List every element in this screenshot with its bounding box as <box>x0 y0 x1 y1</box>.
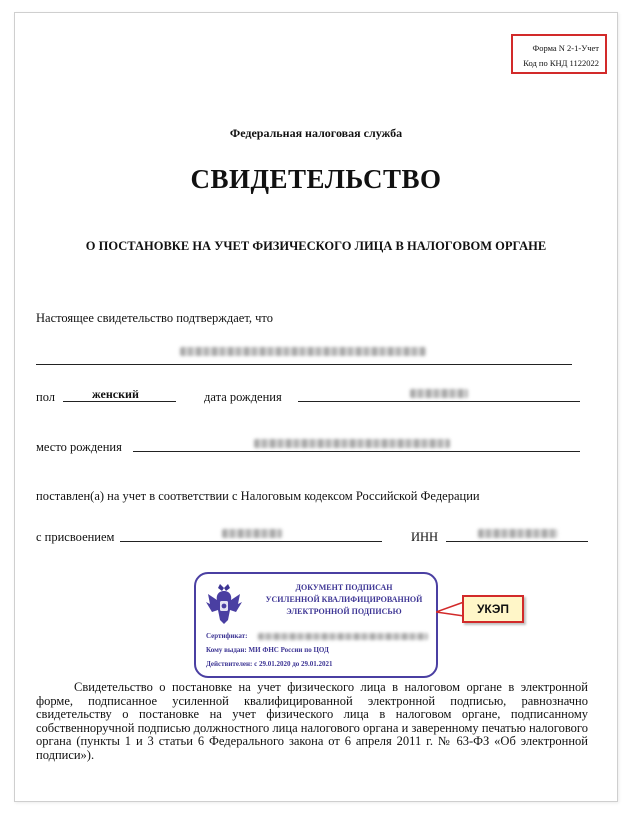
birth-place-label: место рождения <box>36 440 122 454</box>
document-subtitle: О ПОСТАНОВКЕ НА УЧЕТ ФИЗИЧЕСКОГО ЛИЦА В НАЛОГОВОМ ОРГАНЕ <box>85 239 547 253</box>
footer-paragraph <box>36 681 588 762</box>
inn-label: ИНН <box>411 530 439 544</box>
full-name-redacted <box>180 347 426 356</box>
assigned-label: с присвоением <box>36 530 115 544</box>
birth-date-label: дата рождения <box>204 390 282 404</box>
stamp-line-2: УСИЛЕННОЙ КВАЛИФИЦИРОВАННОЙ <box>265 595 423 604</box>
knd-code: Код по КНД 1122022 <box>523 58 599 68</box>
stamp-line-1: ДОКУМЕНТ ПОДПИСАН <box>295 583 393 592</box>
registration-date-redacted <box>222 529 282 538</box>
signature-stamp <box>194 572 438 678</box>
stamp-line-3: ЭЛЕКТРОННОЙ ПОДПИСЬЮ <box>286 607 402 616</box>
certificate-label: Сертификат: <box>206 632 248 640</box>
assigned-line <box>120 541 382 542</box>
birth-place-redacted <box>254 439 450 448</box>
full-name-line <box>36 364 572 365</box>
document-title: СВИДЕТЕЛЬСТВО <box>190 164 442 194</box>
intro-text: Настоящее свидетельство подтверждает, что <box>36 311 273 325</box>
registered-text: поставлен(а) на учет в соответствии с Налоговым кодексом Российской Федерации <box>36 489 480 503</box>
gender-line <box>63 401 176 402</box>
birth-date-redacted <box>410 389 468 398</box>
inn-line <box>446 541 588 542</box>
russian-eagle-emblem-icon <box>204 582 244 626</box>
birth-date-line <box>298 401 580 402</box>
form-code-box <box>511 34 607 74</box>
ukep-callout: УКЭП <box>462 595 524 623</box>
agency-name: Федеральная налоговая служба <box>229 126 403 140</box>
inn-redacted <box>478 529 558 538</box>
gender-value: женский <box>92 387 139 401</box>
certificate-number-redacted <box>258 633 428 640</box>
birth-place-line <box>133 451 580 452</box>
footer-paragraph-text: Свидетельство о постановке на учет физического лица в налоговом органе в электронной форме, подписанное усиленной квалифицированной электронной подписью, равнозначно свидетельству о постановке на учет физического лица в налоговом органе, подписанному собственноручной подписью должностного лица налогового органа и заверенному печатью налогового органа (пункты 1 и 3 статьи 6 Федерального закона от 6 апреля 2011 г. № 63-ФЗ «Об электронной подписи»). <box>36 680 588 762</box>
form-number: Форма N 2-1-Учет <box>532 43 599 53</box>
issued-to: Кому выдан: МИ ФНС России по ЦОД <box>206 646 329 654</box>
valid-period: Действителен: с 29.01.2020 до 29.01.2021 <box>206 660 333 668</box>
gender-label: пол <box>36 390 56 404</box>
